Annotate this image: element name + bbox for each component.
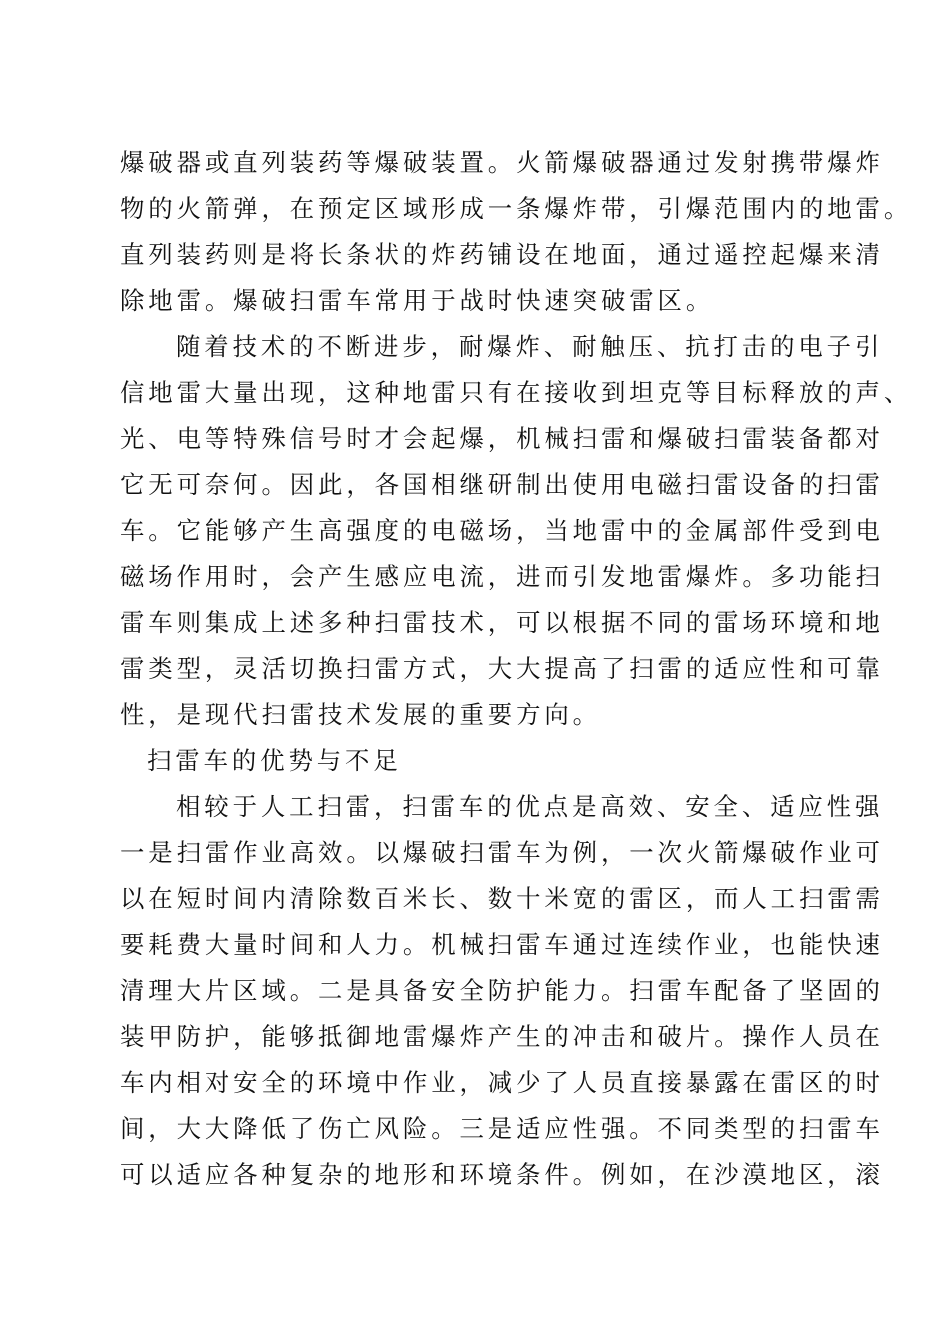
text-line: 直列装药则是将长条状的炸药铺设在地面，通过遥控起爆来清 [120, 240, 884, 269]
text-line: 雷车则集成上述多种扫雷技术，可以根据不同的雷场环境和地 [120, 608, 884, 637]
text-line: 清理大片区域。二是具备安全防护能力。扫雷车配备了坚固的 [120, 976, 884, 1005]
body-text [120, 140, 913, 1198]
text-line: 它无可奈何。因此，各国相继研制出使用电磁扫雷设备的扫雷 [120, 470, 884, 499]
text-line: 信地雷大量出现，这种地雷只有在接收到坦克等目标释放的声、 [120, 378, 913, 407]
text-line: 可以适应各种复杂的地形和环境条件。例如，在沙漠地区，滚 [120, 1160, 884, 1189]
text-line: 装甲防护，能够抵御地雷爆炸产生的冲击和破片。操作人员在 [120, 1022, 884, 1051]
paragraph-first-line: 相较于人工扫雷，扫雷车的优点是高效、安全、适应性强 [176, 792, 884, 821]
text-line: 雷类型，灵活切换扫雷方式，大大提高了扫雷的适应性和可靠 [120, 654, 884, 683]
text-line: 要耗费大量时间和人力。机械扫雷车通过连续作业，也能快速 [120, 930, 884, 959]
text-line: 车。它能够产生高强度的电磁场，当地雷中的金属部件受到电 [120, 516, 884, 545]
text-line: 车内相对安全的环境中作业，减少了人员直接暴露在雷区的时 [120, 1068, 884, 1097]
text-line: 磁场作用时，会产生感应电流，进而引发地雷爆炸。多功能扫 [120, 562, 884, 591]
text-line: 物的火箭弹，在预定区域形成一条爆炸带，引爆范围内的地雷。 [120, 194, 913, 223]
section-heading: 扫雷车的优势与不足 [147, 746, 402, 775]
text-line: 性，是现代扫雷技术发展的重要方向。 [120, 700, 601, 729]
text-line: 除地雷。爆破扫雷车常用于战时快速突破雷区。 [120, 286, 715, 315]
text-line: 间，大大降低了伤亡风险。三是适应性强。不同类型的扫雷车 [120, 1114, 884, 1143]
paragraph-first-line: 随着技术的不断进步，耐爆炸、耐触压、抗打击的电子引 [176, 332, 884, 361]
text-line: 一是扫雷作业高效。以爆破扫雷车为例，一次火箭爆破作业可 [120, 838, 884, 867]
text-line: 以在短时间内清除数百米长、数十米宽的雷区，而人工扫雷需 [120, 884, 884, 913]
text-line: 爆破器或直列装药等爆破装置。火箭爆破器通过发射携带爆炸 [120, 148, 884, 177]
text-line: 光、电等特殊信号时才会起爆，机械扫雷和爆破扫雷装备都对 [120, 424, 884, 453]
